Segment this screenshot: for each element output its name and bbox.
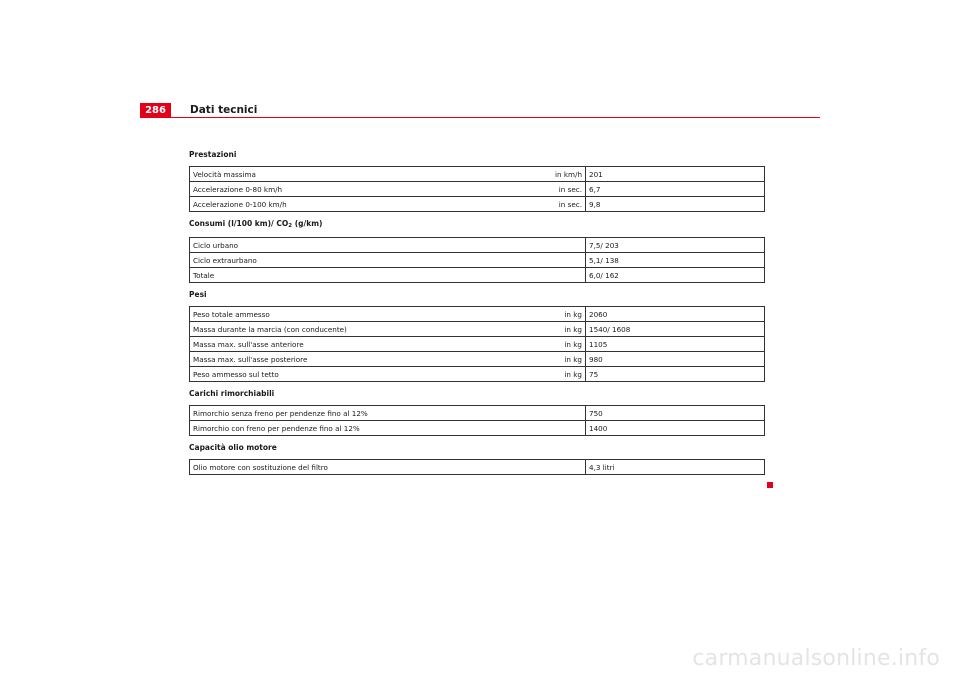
- row-value: 980: [586, 352, 765, 367]
- table-row: [190, 322, 765, 337]
- row-unit: in kg: [479, 352, 586, 367]
- table-row: [190, 337, 765, 352]
- row-label: Accelerazione 0-100 km/h: [190, 197, 480, 212]
- section-end-marker: [767, 482, 773, 488]
- row-unit: [479, 238, 586, 253]
- row-value: 1540/ 1608: [586, 322, 765, 337]
- section-title-prestazioni: Prestazioni: [189, 150, 237, 159]
- title-main: Consumi (l/100 km)/ CO: [189, 219, 289, 228]
- row-label: Massa durante la marcia (con conducente): [190, 322, 480, 337]
- section-title-pesi: Pesi: [189, 290, 207, 299]
- row-label: Ciclo extraurbano: [190, 253, 480, 268]
- row-value: 7,5/ 203: [586, 238, 765, 253]
- page-title: Dati tecnici: [190, 104, 258, 116]
- table-row: [190, 307, 765, 322]
- header-rule: [140, 117, 820, 118]
- row-label: Peso ammesso sul tetto: [190, 367, 480, 382]
- row-label: Massa max. sull'asse anteriore: [190, 337, 480, 352]
- table-row: [190, 421, 765, 436]
- row-label: Rimorchio senza freno per pendenze fino al 12%: [193, 408, 368, 418]
- row-value: 6,0/ 162: [586, 268, 765, 283]
- row-unit: in km/h: [555, 169, 582, 179]
- row-unit: in kg: [479, 322, 586, 337]
- row-label: Velocità massima: [193, 169, 256, 179]
- row-unit: [479, 460, 586, 475]
- table-row: [190, 268, 765, 283]
- row-unit: in kg: [479, 337, 586, 352]
- row-value: 2060: [586, 307, 765, 322]
- page-number: 286: [140, 103, 171, 117]
- table-pesi: [189, 306, 765, 382]
- row-value: 4,3 litri: [586, 460, 765, 475]
- row-label: Accelerazione 0-80 km/h: [190, 182, 480, 197]
- row-unit: in kg: [564, 309, 582, 319]
- row-value: 9,8: [586, 197, 765, 212]
- section-title-olio: Capacità olio motore: [189, 443, 277, 452]
- table-carichi: [189, 405, 765, 436]
- row-value: 1400: [586, 421, 765, 436]
- table-row: [190, 253, 765, 268]
- table-row: [190, 182, 765, 197]
- table-consumi: [189, 237, 765, 283]
- row-unit: in kg: [479, 367, 586, 382]
- row-label: Rimorchio con freno per pendenze fino al 12%: [190, 421, 480, 436]
- table-olio: [189, 459, 765, 475]
- table-row: [190, 197, 765, 212]
- spec-content: [189, 150, 766, 482]
- row-label: Totale: [190, 268, 480, 283]
- row-value: 75: [586, 367, 765, 382]
- row-value: 201: [586, 167, 765, 182]
- row-unit: [479, 268, 586, 283]
- row-label: Peso totale ammesso: [193, 309, 270, 319]
- table-prestazioni: [189, 166, 765, 212]
- table-row: [190, 352, 765, 367]
- row-unit: [479, 253, 586, 268]
- table-row: [190, 460, 765, 475]
- table-row: [190, 367, 765, 382]
- section-title-consumi: [189, 219, 766, 231]
- title-suffix: (g/km): [292, 219, 323, 228]
- row-value: 5,1/ 138: [586, 253, 765, 268]
- row-unit: in sec.: [479, 182, 586, 197]
- table-row: [190, 406, 765, 421]
- row-unit: [479, 406, 586, 421]
- row-label: Massa max. sull'asse posteriore: [190, 352, 480, 367]
- row-value: 1105: [586, 337, 765, 352]
- watermark: carmanualsonline.info: [692, 646, 940, 671]
- row-unit: [479, 421, 586, 436]
- row-label: Ciclo urbano: [193, 240, 239, 250]
- title-subscript: 2: [288, 223, 293, 229]
- table-row: [190, 167, 765, 182]
- table-row: [190, 238, 765, 253]
- section-title-carichi: Carichi rimorchiabili: [189, 389, 275, 398]
- row-value: 6,7: [586, 182, 765, 197]
- row-value: 750: [586, 406, 765, 421]
- row-label: Olio motore con sostituzione del filtro: [193, 462, 328, 472]
- row-unit: in sec.: [479, 197, 586, 212]
